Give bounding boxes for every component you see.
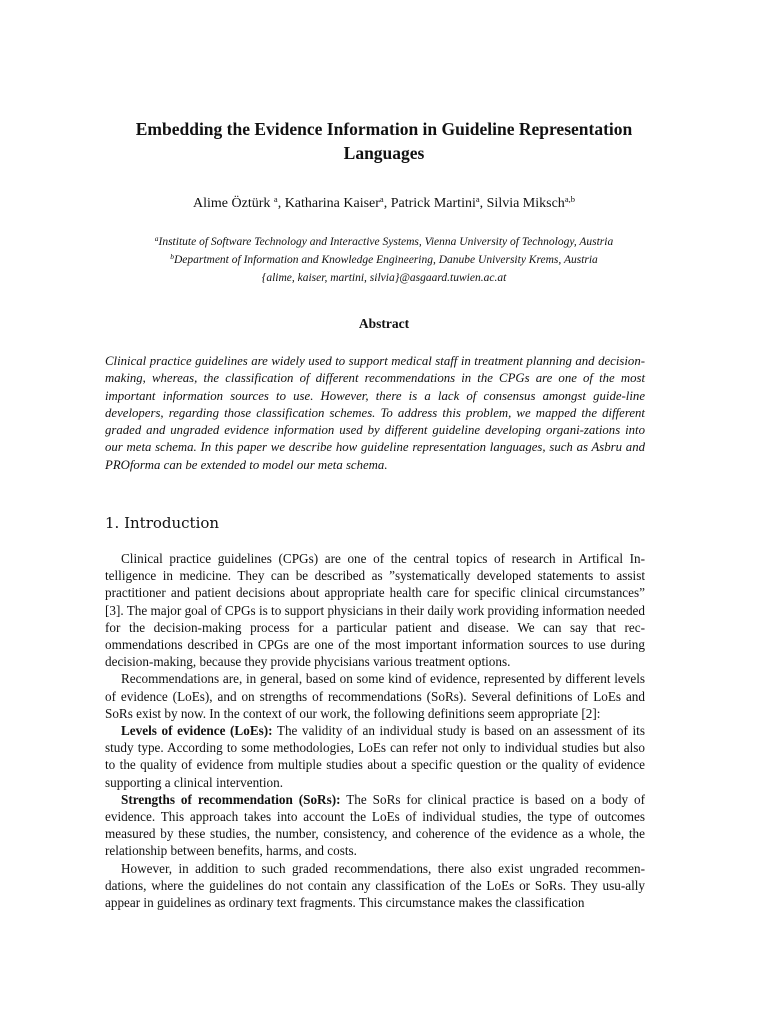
paragraph: Recommendations are, in general, based on some kind of evidence, represented by different levels of evidence (LoEs), and on strengths of recommendations (SoRs). Several definitions of LoEs and SoRs exist by now. In the context of our work, the following definitions seem appropriate [2]: bbox=[105, 671, 645, 721]
definition-term: Levels of evidence (LoEs): bbox=[121, 723, 273, 739]
author: Katharina Kaiser$^a$, bbox=[284, 194, 391, 211]
paper-title: Embedding the Evidence Information in Guideline Representation Languages bbox=[135, 119, 633, 163]
author-list bbox=[90, 195, 678, 213]
abstract-text: Clinical practice guidelines are widely used to support medical staff in treatment planning and decision-making, whereas, the classification of different recommendations in the CPGs are one of the most important information sources to use. However, there is a lack of consensus amongst guide-line developers, regarding those classification schemes. To address this problem, we mapped the different graded and ungraded evidence information used by different guideline developing organi-zations into our meta schema. In this paper we describe how guideline representation languages, such as Asbru and PROforma can be extended to model our meta schema. bbox=[105, 354, 645, 472]
section-heading: 1. Introduction bbox=[105, 514, 220, 532]
paragraph: Levels of evidence (LoEs): The validity of an individual study is based on an assessment of its study type. According to some methodologies, LoEs can refer not only to individual studies but also to the quality of evidence from multiple studies about a specific question or the quality of evidence supporting a clinical intervention. bbox=[105, 723, 645, 790]
paragraph: Strengths of recommendation (SoRs): The SoRs for clinical practice is based on a body of evidence. This approach takes into account the LoEs of individual studies, the type of outcomes measured by these studies, the number, consistency, and coherence of the evidence as a whole, the relationship between benefits, harms, and costs. bbox=[105, 791, 645, 859]
author: Patrick Martini$^a$, bbox=[390, 194, 487, 211]
paragraph: Clinical practice guidelines (CPGs) are one of the central topics of research in Artifical In-telligence in medicine. They can be described as ”systematically developed statements to assist practitioner and patient decisions about appropriate health care for specific clinical circumstances” [3]. The major goal of CPGs is to support physicians in their daily work providing information needed for the decision-making process for a particular patient and disease. We can say that rec-ommendations described in CPGs are one of the most important information sources to use during decision-making, because they provide phycisians various treatment options. bbox=[105, 551, 645, 670]
section-body bbox=[105, 550, 645, 911]
author: Alime Öztürk $^a$, bbox=[193, 194, 285, 211]
affiliation: $^a$Institute of Software Technology and Interactive Systems, Vienna University of Technology, Austria bbox=[154, 234, 614, 248]
definition-term: Strengths of recommendation (SoRs): bbox=[121, 791, 341, 807]
author-emails: {alime, kaiser, martini, silvia}@asgaard.tuwien.ac.at bbox=[261, 272, 507, 284]
abstract-heading: Abstract bbox=[358, 316, 410, 331]
paragraph: However, in addition to such graded recommendations, there also exist ungraded recommen-dations, where the guidelines do not contain any classification of the LoEs or SoRs. They usu-ally appear in guidelines as ordinary text fragments. This circumstance makes the classification bbox=[105, 860, 645, 911]
affiliation: $^b$Department of Information and Knowledge Engineering, Danube University Krems, Austria bbox=[170, 252, 598, 266]
author: Silvia Miksch$^{a,b}$ bbox=[486, 194, 575, 211]
